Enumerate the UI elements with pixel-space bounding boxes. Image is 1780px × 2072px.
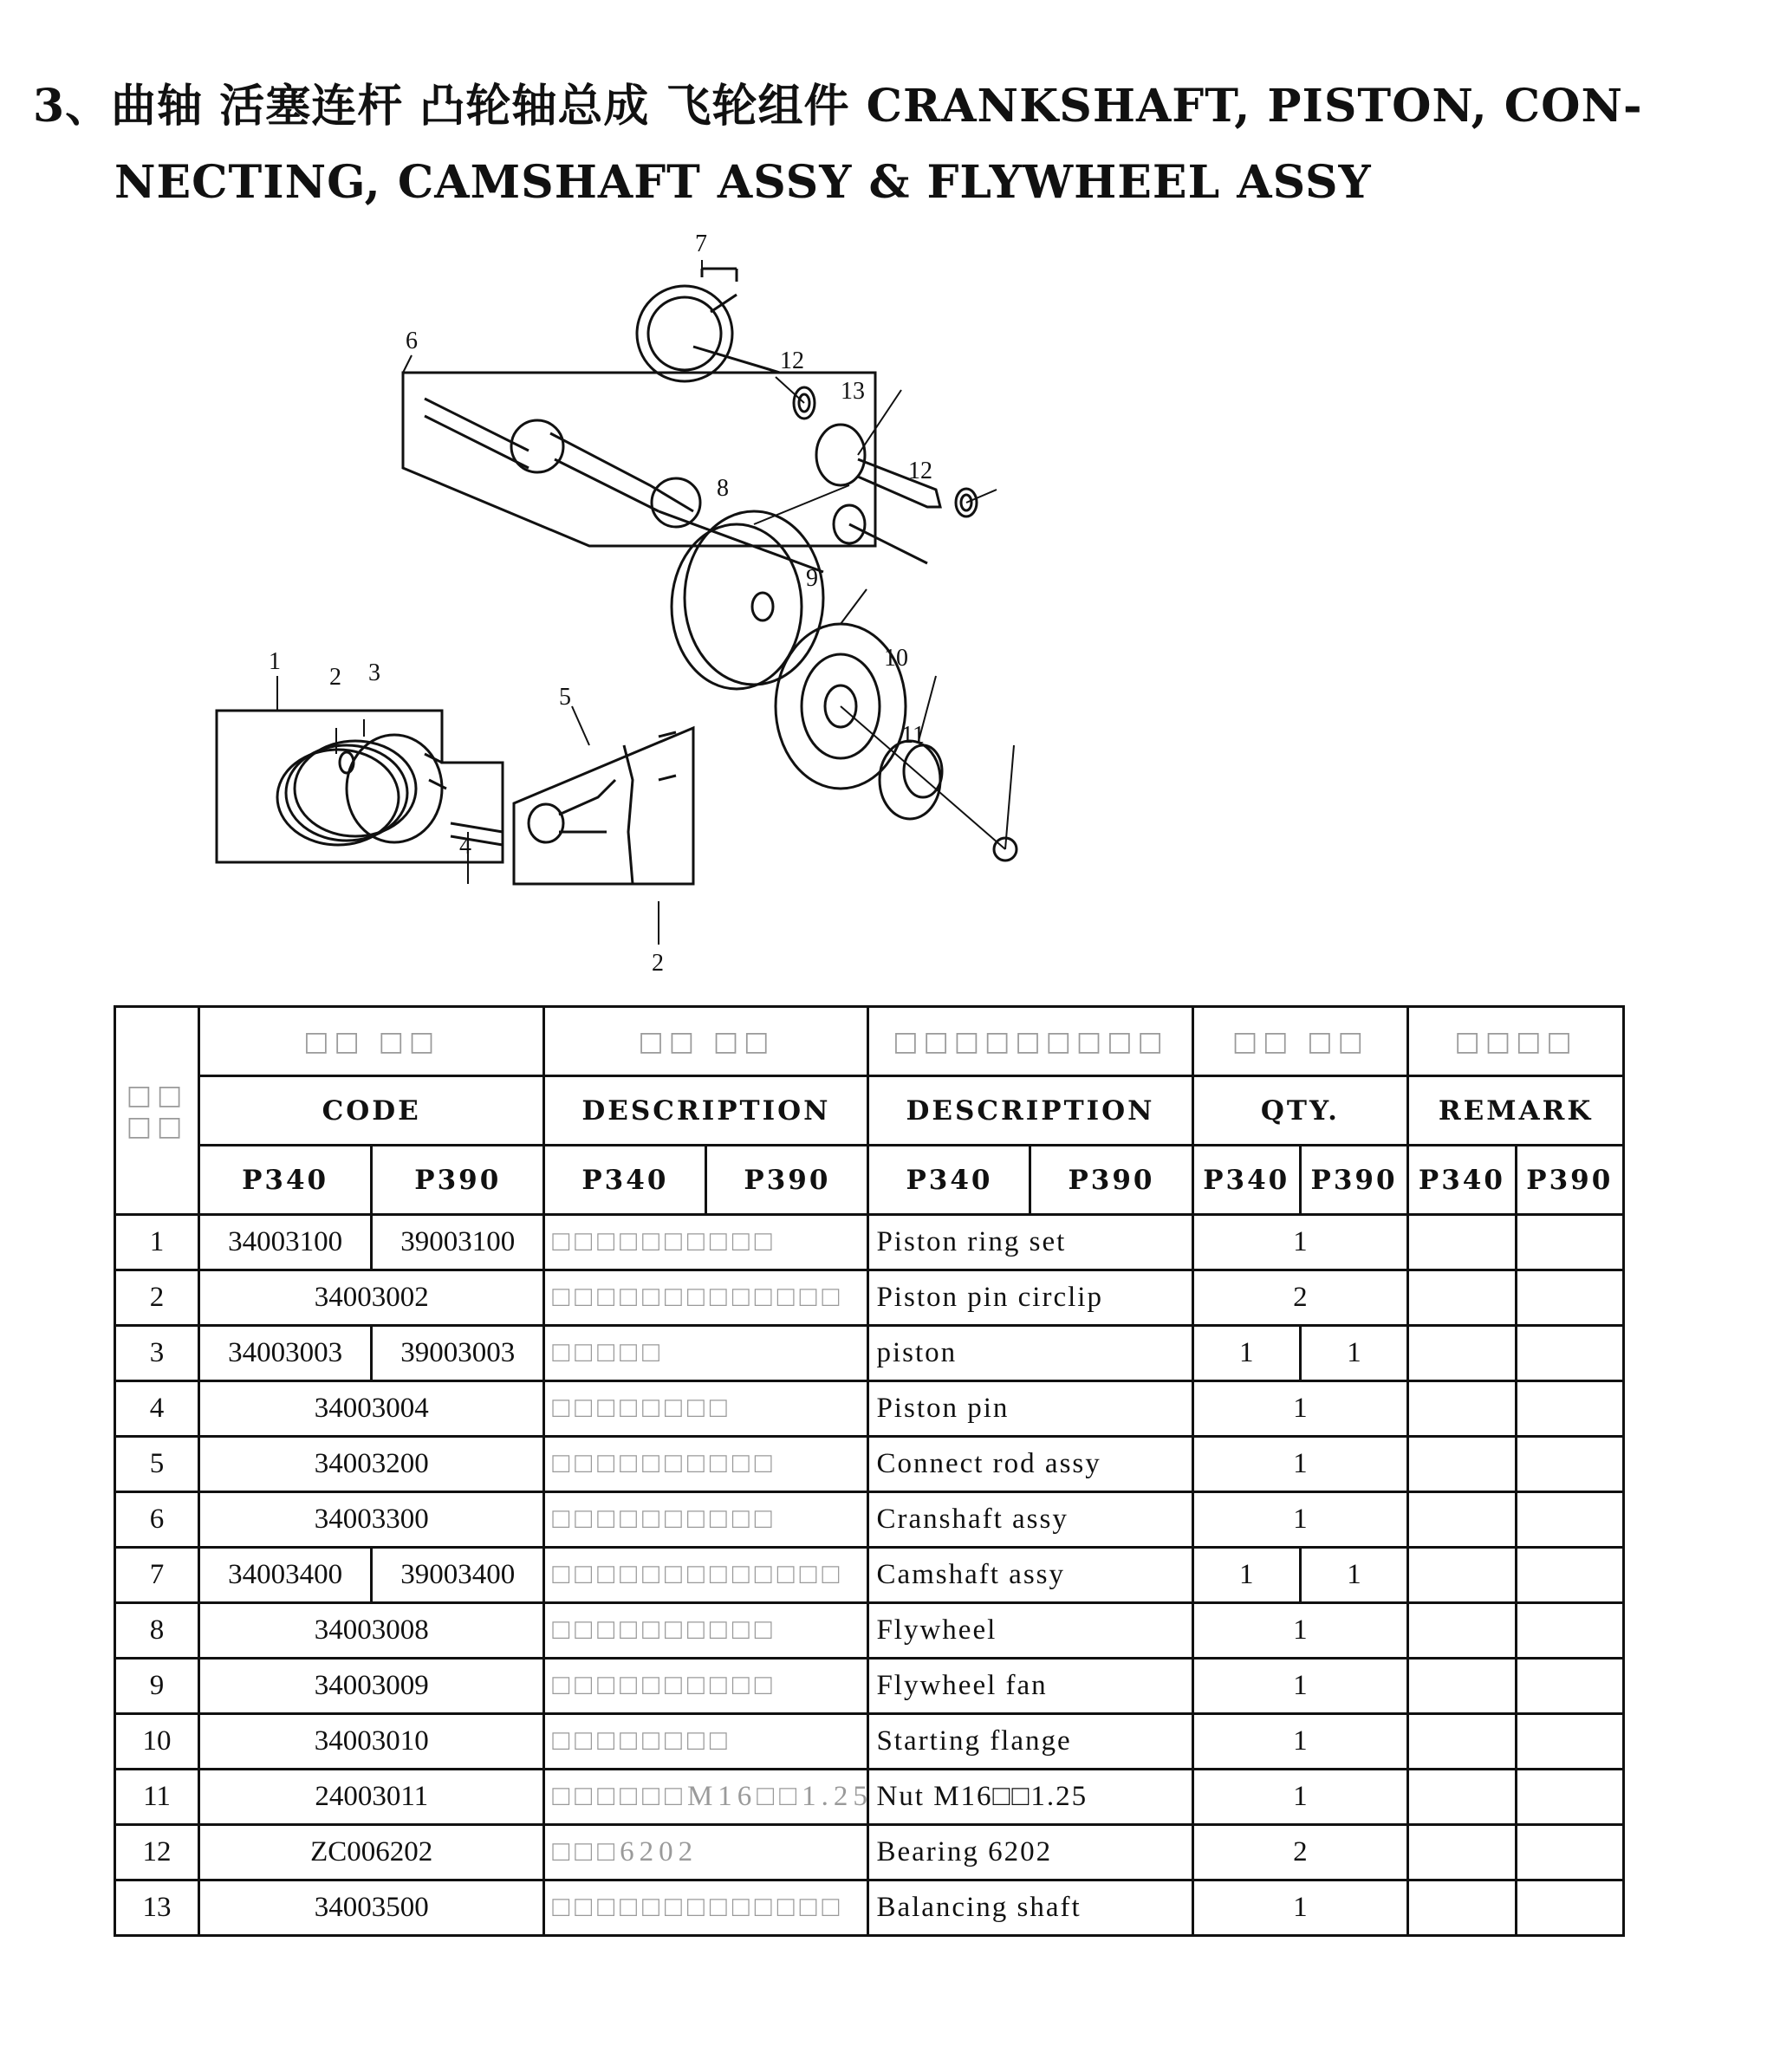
description-en: Connect rod assy xyxy=(868,1437,1192,1492)
item-no: 6 xyxy=(115,1492,199,1548)
table-row xyxy=(115,1326,1624,1381)
callout-11: 11 xyxy=(901,722,925,749)
model-header: P390 xyxy=(706,1146,868,1215)
remark-p390 xyxy=(1516,1326,1623,1381)
remark-p390 xyxy=(1516,1770,1623,1825)
item-no: 3 xyxy=(115,1326,199,1381)
remark-p340 xyxy=(1408,1270,1516,1326)
code: 24003011 xyxy=(199,1770,544,1825)
description-cn: □□□□□□□□□□□□□ xyxy=(544,1548,868,1603)
item-no: 1 xyxy=(115,1215,199,1270)
remark-p390 xyxy=(1516,1492,1623,1548)
remark-p340 xyxy=(1408,1215,1516,1270)
model-header: P340 xyxy=(544,1146,706,1215)
table-row xyxy=(115,1548,1624,1603)
model-header: P390 xyxy=(1300,1146,1407,1215)
remark-p340 xyxy=(1408,1770,1516,1825)
header-desc-en: DESCRIPTION xyxy=(868,1076,1192,1146)
callout-1: 1 xyxy=(269,648,281,675)
table-row xyxy=(115,1659,1624,1714)
remark-p390 xyxy=(1516,1381,1623,1437)
code: 34003200 xyxy=(199,1437,544,1492)
description-cn: □□□□□ xyxy=(544,1326,868,1381)
qty-p340: 1 xyxy=(1192,1326,1300,1381)
item-no: 12 xyxy=(115,1825,199,1880)
description-cn: □□□□□□□□ xyxy=(544,1381,868,1437)
remark-p390 xyxy=(1516,1548,1623,1603)
description-en: piston xyxy=(868,1326,1192,1381)
code: 34003008 xyxy=(199,1603,544,1659)
code: 34003002 xyxy=(199,1270,544,1326)
header-desc-cn-en: DESCRIPTION xyxy=(544,1076,868,1146)
callout-10: 10 xyxy=(884,645,908,672)
callout-6: 6 xyxy=(406,328,418,354)
camshaft-illustration xyxy=(637,269,780,381)
table-row xyxy=(115,1825,1624,1880)
table-row xyxy=(115,1381,1624,1437)
callout-8: 8 xyxy=(717,475,729,502)
remark-p340 xyxy=(1408,1381,1516,1437)
remark-p340 xyxy=(1408,1825,1516,1880)
callout-2: 2 xyxy=(329,664,341,691)
item-no: 5 xyxy=(115,1437,199,1492)
table-row xyxy=(115,1714,1624,1770)
qty: 1 xyxy=(1192,1659,1408,1714)
description-en: Piston pin xyxy=(868,1381,1192,1437)
remark-p340 xyxy=(1408,1714,1516,1770)
connecting-rod-illustration xyxy=(514,728,693,884)
model-header: P340 xyxy=(1408,1146,1516,1215)
header-no: □□ □□ xyxy=(115,1007,199,1215)
remark-p390 xyxy=(1516,1270,1623,1326)
remark-p340 xyxy=(1408,1603,1516,1659)
header-row-models xyxy=(115,1146,1624,1215)
qty: 1 xyxy=(1192,1714,1408,1770)
description-cn: □□□□□□□□□□□□□ xyxy=(544,1880,868,1936)
qty: 1 xyxy=(1192,1770,1408,1825)
callout-13: 13 xyxy=(841,378,865,405)
callout-12-top: 12 xyxy=(780,347,804,374)
header-code-cn: □□ □□ xyxy=(199,1007,544,1076)
table-row xyxy=(115,1880,1624,1936)
code-p390: 39003100 xyxy=(372,1215,544,1270)
callout-2-bottom: 2 xyxy=(652,950,664,977)
qty: 1 xyxy=(1192,1437,1408,1492)
code-p340: 34003100 xyxy=(199,1215,372,1270)
description-en: Starting flange xyxy=(868,1714,1192,1770)
qty: 2 xyxy=(1192,1825,1408,1880)
description-cn: □□□□□□□□□□ xyxy=(544,1492,868,1548)
callout-12-right: 12 xyxy=(908,458,932,484)
description-en: Nut M16□□1.25 xyxy=(868,1770,1192,1825)
description-en: Cranshaft assy xyxy=(868,1492,1192,1548)
description-en: Flywheel xyxy=(868,1603,1192,1659)
model-header: P390 xyxy=(372,1146,544,1215)
description-cn: □□□□□□□□ xyxy=(544,1714,868,1770)
item-no: 2 xyxy=(115,1270,199,1326)
header-desc-cn: □□ □□ xyxy=(544,1007,868,1076)
table-row xyxy=(115,1437,1624,1492)
header-remark-cn: □□□□ xyxy=(1408,1007,1624,1076)
description-en: Camshaft assy xyxy=(868,1548,1192,1603)
remark-p390 xyxy=(1516,1880,1623,1936)
remark-p340 xyxy=(1408,1548,1516,1603)
code-p390: 39003003 xyxy=(372,1326,544,1381)
item-no: 11 xyxy=(115,1770,199,1825)
qty: 1 xyxy=(1192,1603,1408,1659)
description-en: Balancing shaft xyxy=(868,1880,1192,1936)
item-no: 4 xyxy=(115,1381,199,1437)
header-remark: REMARK xyxy=(1408,1076,1624,1146)
callout-5: 5 xyxy=(559,684,571,711)
header-code: CODE xyxy=(199,1076,544,1146)
remark-p340 xyxy=(1408,1326,1516,1381)
remark-p390 xyxy=(1516,1603,1623,1659)
piston-pin-illustration xyxy=(451,823,503,845)
remark-p340 xyxy=(1408,1437,1516,1492)
code-p390: 39003400 xyxy=(372,1548,544,1603)
code-p340: 34003003 xyxy=(199,1326,372,1381)
description-en: Piston pin circlip xyxy=(868,1270,1192,1326)
header-desc-en-cn: □□□□□□□□□ xyxy=(868,1007,1192,1076)
callout-7: 7 xyxy=(695,231,707,257)
exploded-parts-diagram xyxy=(269,225,1439,979)
table-row xyxy=(115,1215,1624,1270)
model-header: P340 xyxy=(1192,1146,1300,1215)
qty: 1 xyxy=(1192,1492,1408,1548)
item-no: 13 xyxy=(115,1880,199,1936)
description-cn: □□□□□□□□□□ xyxy=(544,1659,868,1714)
code: 34003010 xyxy=(199,1714,544,1770)
header-qty-cn: □□ □□ xyxy=(1192,1007,1408,1076)
remark-p340 xyxy=(1408,1880,1516,1936)
remark-p390 xyxy=(1516,1659,1623,1714)
item-no: 9 xyxy=(115,1659,199,1714)
table-row xyxy=(115,1603,1624,1659)
description-cn: □□□□□□□□□□ xyxy=(544,1603,868,1659)
parts-table xyxy=(114,1005,1625,1937)
model-header: P340 xyxy=(868,1146,1030,1215)
callout-4: 4 xyxy=(459,833,471,860)
qty: 1 xyxy=(1192,1215,1408,1270)
qty: 2 xyxy=(1192,1270,1408,1326)
qty-p390: 1 xyxy=(1300,1548,1407,1603)
code: ZC006202 xyxy=(199,1825,544,1880)
flywheel-illustration xyxy=(672,511,823,689)
description-cn: □□□□□□□□□□□□□ xyxy=(544,1270,868,1326)
code: 34003009 xyxy=(199,1659,544,1714)
remark-p390 xyxy=(1516,1825,1623,1880)
model-header: P340 xyxy=(199,1146,372,1215)
qty-p340: 1 xyxy=(1192,1548,1300,1603)
model-header: P390 xyxy=(1516,1146,1623,1215)
description-cn: □□□□□□□□□□ xyxy=(544,1437,868,1492)
code: 34003004 xyxy=(199,1381,544,1437)
qty: 1 xyxy=(1192,1880,1408,1936)
description-cn: □□□□□□□□□□ xyxy=(544,1215,868,1270)
description-en: Piston ring set xyxy=(868,1215,1192,1270)
description-cn: □□□6202 xyxy=(544,1825,868,1880)
item-no: 10 xyxy=(115,1714,199,1770)
header-row-en xyxy=(115,1076,1624,1146)
header-qty: QTY. xyxy=(1192,1076,1408,1146)
item-no: 8 xyxy=(115,1603,199,1659)
remark-p340 xyxy=(1408,1659,1516,1714)
model-header: P390 xyxy=(1030,1146,1192,1215)
starting-flange-illustration xyxy=(880,741,942,819)
table-row xyxy=(115,1270,1624,1326)
description-en: Bearing 6202 xyxy=(868,1825,1192,1880)
page-title-line-2: NECTING, CAMSHAFT ASSY & FLYWHEEL ASSY xyxy=(114,156,1372,209)
remark-p390 xyxy=(1516,1437,1623,1492)
item-no: 7 xyxy=(115,1548,199,1603)
code: 34003300 xyxy=(199,1492,544,1548)
code-p340: 34003400 xyxy=(199,1548,372,1603)
callout-9: 9 xyxy=(806,565,818,592)
remark-p390 xyxy=(1516,1215,1623,1270)
code: 34003500 xyxy=(199,1880,544,1936)
callout-3: 3 xyxy=(368,659,380,686)
table-row xyxy=(115,1492,1624,1548)
page-title-line-1: 3、曲轴 活塞连杆 凸轮轴总成 飞轮组件 CRANKSHAFT, PISTON, CON- xyxy=(33,80,1643,133)
description-cn: □□□□□□M16□□1.25 xyxy=(544,1770,868,1825)
qty-p390: 1 xyxy=(1300,1326,1407,1381)
table-row xyxy=(115,1770,1624,1825)
remark-p340 xyxy=(1408,1492,1516,1548)
qty: 1 xyxy=(1192,1381,1408,1437)
description-en: Flywheel fan xyxy=(868,1659,1192,1714)
header-row-cn xyxy=(115,1007,1624,1076)
remark-p390 xyxy=(1516,1714,1623,1770)
